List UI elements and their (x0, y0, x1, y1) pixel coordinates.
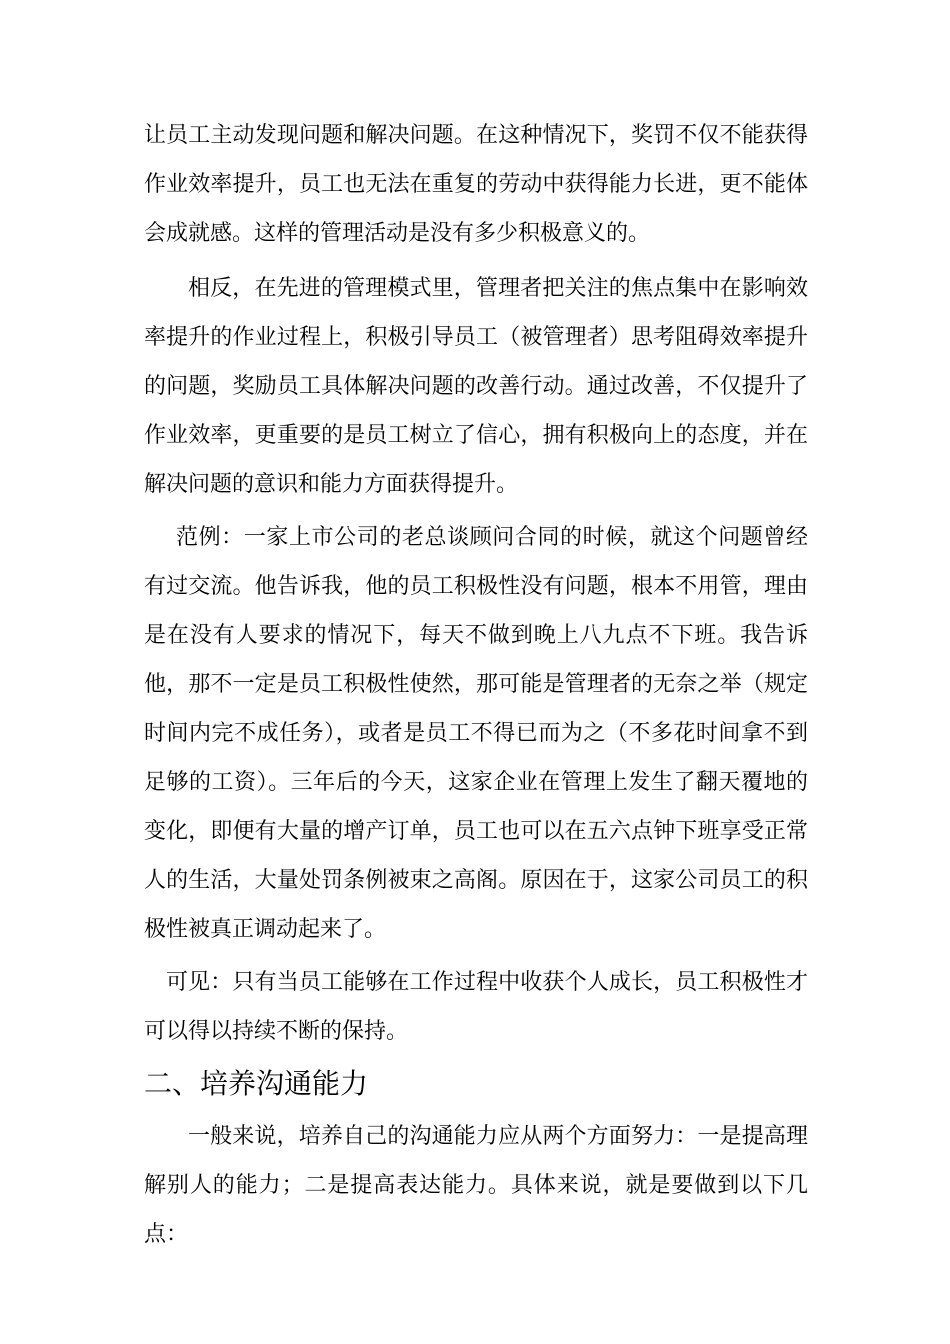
paragraph-communication-intro: 一般来说，培养自己的沟通能力应从两个方面努力：一是提高理解别人的能力；二是提高表达能力。具体来说，就是要做到以下几点： (144, 1124, 808, 1247)
paragraph-conclusion: 可见：只有当员工能够在工作过程中收获个人成长，员工积极性才可以得以持续不断的保持。 (144, 970, 808, 1044)
paragraph-advanced-management: 相反，在先进的管理模式里，管理者把关注的焦点集中在影响效率提升的作业过程上，积极引导员工（被管理者）思考阻碍效率提升的问题，奖励员工具体解决问题的改善行动。通过改善，不仅提升了作业效率，更重要的是员工树立了信心，拥有积极向上的态度，并在解决问题的意识和能力方面获得提升。 (144, 276, 808, 497)
paragraph-reward-punishment: 让员工主动发现问题和解决问题。在这种情况下，奖罚不仅不能获得作业效率提升，员工也无法在重复的劳动中获得能力长进，更不能体会成就感。这样的管理活动是没有多少积极意义的。 (144, 123, 808, 246)
section-heading: 二、培养沟通能力 (144, 1067, 369, 1100)
document-page (144, 111, 808, 1259)
paragraph-example: 范例：一家上市公司的老总谈顾问合同的时候，就这个问题曾经有过交流。他告诉我，他的员工积极性没有问题，根本不用管，理由是在没有人要求的情况下，每天不做到晚上八九点不下班。我告诉他，那不一定是员工积极性使然，那可能是管理者的无奈之举（规定时间内完不成任务），或者是员工不得已而为之（不多花时间拿不到足够的工资）。三年后的今天，这家企业在管理上发生了翻天覆地的变化，即便有大量的增产订单，员工也可以在五六点钟下班享受正常人的生活，大量处罚条例被束之高阁。原因在于，这家公司员工的积极性被真正调动起来了。 (144, 525, 808, 942)
